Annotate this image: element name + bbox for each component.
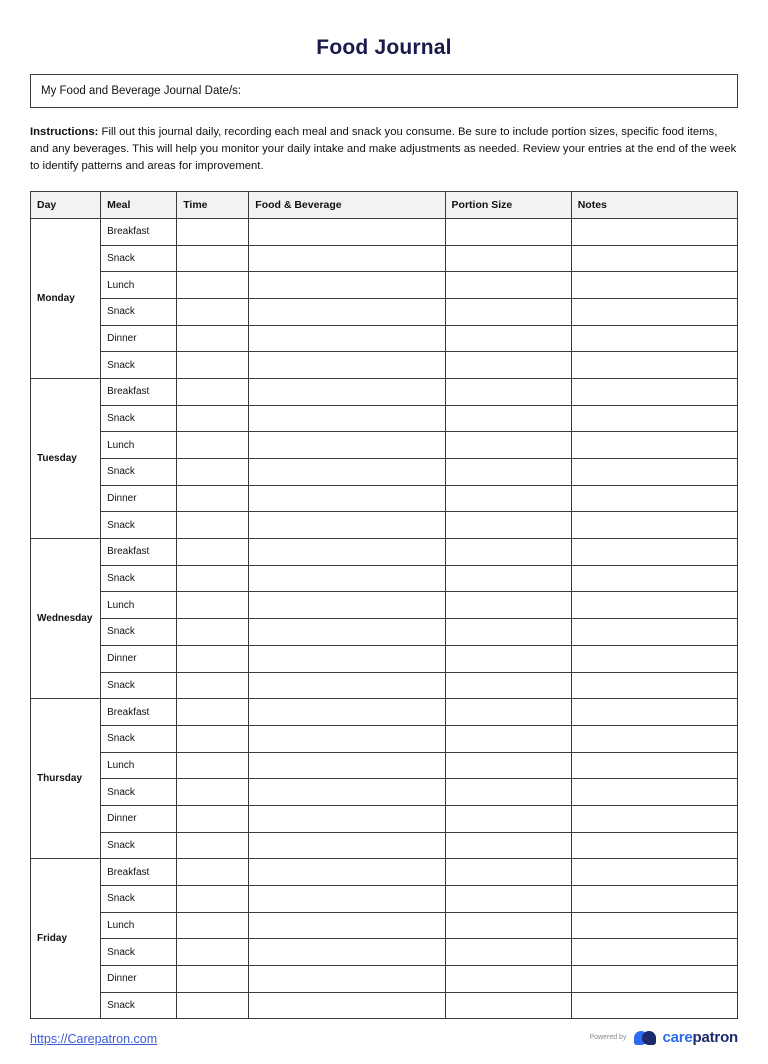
portion-size-cell[interactable] bbox=[445, 325, 571, 352]
portion-size-cell[interactable] bbox=[445, 432, 571, 459]
time-cell[interactable] bbox=[177, 592, 249, 619]
portion-size-cell[interactable] bbox=[445, 886, 571, 913]
notes-cell[interactable] bbox=[571, 752, 737, 779]
time-cell[interactable] bbox=[177, 859, 249, 886]
notes-cell[interactable] bbox=[571, 886, 737, 913]
day-cell: Wednesday bbox=[31, 539, 101, 699]
notes-cell[interactable] bbox=[571, 245, 737, 272]
brand-name-prefix: care bbox=[662, 1029, 693, 1046]
portion-size-cell[interactable] bbox=[445, 512, 571, 539]
food-beverage-cell[interactable] bbox=[249, 218, 445, 245]
portion-size-cell[interactable] bbox=[445, 405, 571, 432]
notes-cell[interactable] bbox=[571, 699, 737, 726]
column-header-portion-size: Portion Size bbox=[445, 191, 571, 218]
table-body bbox=[31, 218, 738, 1019]
food-beverage-cell[interactable] bbox=[249, 432, 445, 459]
notes-cell[interactable] bbox=[571, 672, 737, 699]
table-row bbox=[31, 298, 738, 325]
portion-size-cell[interactable] bbox=[445, 245, 571, 272]
food-beverage-cell[interactable] bbox=[249, 645, 445, 672]
food-beverage-cell[interactable] bbox=[249, 939, 445, 966]
notes-cell[interactable] bbox=[571, 619, 737, 646]
notes-cell[interactable] bbox=[571, 512, 737, 539]
table-row bbox=[31, 832, 738, 859]
time-cell[interactable] bbox=[177, 352, 249, 379]
meal-cell: Snack bbox=[101, 779, 177, 806]
table-row bbox=[31, 912, 738, 939]
notes-cell[interactable] bbox=[571, 325, 737, 352]
food-beverage-cell[interactable] bbox=[249, 352, 445, 379]
portion-size-cell[interactable] bbox=[445, 459, 571, 486]
notes-cell[interactable] bbox=[571, 405, 737, 432]
time-cell[interactable] bbox=[177, 886, 249, 913]
meal-cell: Snack bbox=[101, 405, 177, 432]
food-beverage-cell[interactable] bbox=[249, 752, 445, 779]
time-cell[interactable] bbox=[177, 459, 249, 486]
meal-cell: Lunch bbox=[101, 272, 177, 299]
food-beverage-cell[interactable] bbox=[249, 245, 445, 272]
meal-cell: Snack bbox=[101, 832, 177, 859]
food-beverage-cell[interactable] bbox=[249, 912, 445, 939]
notes-cell[interactable] bbox=[571, 218, 737, 245]
time-cell[interactable] bbox=[177, 645, 249, 672]
time-cell[interactable] bbox=[177, 485, 249, 512]
time-cell[interactable] bbox=[177, 539, 249, 566]
food-beverage-cell[interactable] bbox=[249, 725, 445, 752]
notes-cell[interactable] bbox=[571, 912, 737, 939]
meal-cell: Dinner bbox=[101, 805, 177, 832]
meal-cell: Breakfast bbox=[101, 699, 177, 726]
footer bbox=[30, 1029, 738, 1046]
day-cell: Tuesday bbox=[31, 378, 101, 538]
portion-size-cell[interactable] bbox=[445, 272, 571, 299]
table-row bbox=[31, 245, 738, 272]
brand-name bbox=[662, 1029, 738, 1046]
food-beverage-cell[interactable] bbox=[249, 539, 445, 566]
column-header-time: Time bbox=[177, 191, 249, 218]
food-beverage-cell[interactable] bbox=[249, 699, 445, 726]
meal-cell: Snack bbox=[101, 992, 177, 1019]
meal-cell: Snack bbox=[101, 672, 177, 699]
table-row bbox=[31, 619, 738, 646]
journal-date-label: My Food and Beverage Journal Date/s: bbox=[41, 85, 242, 97]
column-header-day: Day bbox=[31, 191, 101, 218]
notes-cell[interactable] bbox=[571, 725, 737, 752]
food-beverage-cell[interactable] bbox=[249, 592, 445, 619]
meal-cell: Breakfast bbox=[101, 378, 177, 405]
portion-size-cell[interactable] bbox=[445, 752, 571, 779]
meal-cell: Snack bbox=[101, 565, 177, 592]
food-beverage-cell[interactable] bbox=[249, 298, 445, 325]
time-cell[interactable] bbox=[177, 218, 249, 245]
time-cell[interactable] bbox=[177, 805, 249, 832]
table-row bbox=[31, 325, 738, 352]
time-cell[interactable] bbox=[177, 992, 249, 1019]
meal-cell: Dinner bbox=[101, 966, 177, 993]
table-row bbox=[31, 272, 738, 299]
brand-name-suffix: patron bbox=[692, 1029, 738, 1046]
table-row bbox=[31, 886, 738, 913]
time-cell[interactable] bbox=[177, 699, 249, 726]
table-row bbox=[31, 485, 738, 512]
table-row bbox=[31, 752, 738, 779]
meal-cell: Dinner bbox=[101, 645, 177, 672]
brand-lockup bbox=[589, 1029, 738, 1046]
food-beverage-cell[interactable] bbox=[249, 966, 445, 993]
portion-size-cell[interactable] bbox=[445, 939, 571, 966]
meal-cell: Lunch bbox=[101, 752, 177, 779]
day-cell: Monday bbox=[31, 218, 101, 378]
time-cell[interactable] bbox=[177, 779, 249, 806]
notes-cell[interactable] bbox=[571, 352, 737, 379]
table-row bbox=[31, 966, 738, 993]
notes-cell[interactable] bbox=[571, 939, 737, 966]
meal-cell: Snack bbox=[101, 725, 177, 752]
carepatron-logo-icon bbox=[634, 1030, 656, 1046]
table-header-row bbox=[31, 191, 738, 218]
meal-cell: Breakfast bbox=[101, 218, 177, 245]
time-cell[interactable] bbox=[177, 325, 249, 352]
food-journal-table bbox=[30, 191, 738, 1020]
table-row bbox=[31, 378, 738, 405]
time-cell[interactable] bbox=[177, 672, 249, 699]
table-row bbox=[31, 405, 738, 432]
table-row bbox=[31, 672, 738, 699]
time-cell[interactable] bbox=[177, 272, 249, 299]
food-beverage-cell[interactable] bbox=[249, 832, 445, 859]
food-beverage-cell[interactable] bbox=[249, 779, 445, 806]
food-beverage-cell[interactable] bbox=[249, 485, 445, 512]
notes-cell[interactable] bbox=[571, 378, 737, 405]
food-beverage-cell[interactable] bbox=[249, 565, 445, 592]
portion-size-cell[interactable] bbox=[445, 485, 571, 512]
portion-size-cell[interactable] bbox=[445, 378, 571, 405]
meal-cell: Dinner bbox=[101, 485, 177, 512]
table-row bbox=[31, 512, 738, 539]
notes-cell[interactable] bbox=[571, 485, 737, 512]
food-beverage-cell[interactable] bbox=[249, 886, 445, 913]
meal-cell: Snack bbox=[101, 939, 177, 966]
meal-cell: Snack bbox=[101, 352, 177, 379]
food-beverage-cell[interactable] bbox=[249, 859, 445, 886]
portion-size-cell[interactable] bbox=[445, 592, 571, 619]
time-cell[interactable] bbox=[177, 725, 249, 752]
meal-cell: Breakfast bbox=[101, 859, 177, 886]
meal-cell: Dinner bbox=[101, 325, 177, 352]
carepatron-link[interactable]: https://Carepatron.com bbox=[30, 1032, 158, 1046]
meal-cell: Snack bbox=[101, 298, 177, 325]
food-beverage-cell[interactable] bbox=[249, 619, 445, 646]
time-cell[interactable] bbox=[177, 832, 249, 859]
table-row bbox=[31, 432, 738, 459]
time-cell[interactable] bbox=[177, 966, 249, 993]
food-beverage-cell[interactable] bbox=[249, 672, 445, 699]
portion-size-cell[interactable] bbox=[445, 565, 571, 592]
food-beverage-cell[interactable] bbox=[249, 325, 445, 352]
meal-cell: Lunch bbox=[101, 592, 177, 619]
meal-cell: Snack bbox=[101, 245, 177, 272]
notes-cell[interactable] bbox=[571, 805, 737, 832]
column-header-notes: Notes bbox=[571, 191, 737, 218]
time-cell[interactable] bbox=[177, 378, 249, 405]
food-beverage-cell[interactable] bbox=[249, 805, 445, 832]
portion-size-cell[interactable] bbox=[445, 859, 571, 886]
food-beverage-cell[interactable] bbox=[249, 405, 445, 432]
time-cell[interactable] bbox=[177, 405, 249, 432]
table-row bbox=[31, 699, 738, 726]
instructions-label: Instructions: bbox=[30, 126, 99, 138]
food-beverage-cell[interactable] bbox=[249, 378, 445, 405]
table-row bbox=[31, 645, 738, 672]
table-row bbox=[31, 859, 738, 886]
food-beverage-cell[interactable] bbox=[249, 512, 445, 539]
meal-cell: Snack bbox=[101, 512, 177, 539]
notes-cell[interactable] bbox=[571, 966, 737, 993]
time-cell[interactable] bbox=[177, 752, 249, 779]
portion-size-cell[interactable] bbox=[445, 725, 571, 752]
meal-cell: Snack bbox=[101, 619, 177, 646]
column-header-meal: Meal bbox=[101, 191, 177, 218]
table-row bbox=[31, 779, 738, 806]
table-row bbox=[31, 805, 738, 832]
time-cell[interactable] bbox=[177, 432, 249, 459]
notes-cell[interactable] bbox=[571, 565, 737, 592]
table-row bbox=[31, 539, 738, 566]
notes-cell[interactable] bbox=[571, 832, 737, 859]
portion-size-cell[interactable] bbox=[445, 352, 571, 379]
meal-cell: Lunch bbox=[101, 432, 177, 459]
portion-size-cell[interactable] bbox=[445, 779, 571, 806]
portion-size-cell[interactable] bbox=[445, 672, 571, 699]
time-cell[interactable] bbox=[177, 912, 249, 939]
portion-size-cell[interactable] bbox=[445, 992, 571, 1019]
portion-size-cell[interactable] bbox=[445, 218, 571, 245]
notes-cell[interactable] bbox=[571, 592, 737, 619]
table-row bbox=[31, 992, 738, 1019]
table-header bbox=[31, 191, 738, 218]
time-cell[interactable] bbox=[177, 245, 249, 272]
food-beverage-cell[interactable] bbox=[249, 272, 445, 299]
portion-size-cell[interactable] bbox=[445, 298, 571, 325]
meal-cell: Breakfast bbox=[101, 539, 177, 566]
time-cell[interactable] bbox=[177, 512, 249, 539]
portion-size-cell[interactable] bbox=[445, 539, 571, 566]
time-cell[interactable] bbox=[177, 939, 249, 966]
table-row bbox=[31, 352, 738, 379]
portion-size-cell[interactable] bbox=[445, 699, 571, 726]
notes-cell[interactable] bbox=[571, 459, 737, 486]
notes-cell[interactable] bbox=[571, 432, 737, 459]
portion-size-cell[interactable] bbox=[445, 619, 571, 646]
table-row bbox=[31, 725, 738, 752]
portion-size-cell[interactable] bbox=[445, 645, 571, 672]
meal-cell: Lunch bbox=[101, 912, 177, 939]
notes-cell[interactable] bbox=[571, 779, 737, 806]
notes-cell[interactable] bbox=[571, 539, 737, 566]
instructions-text: Fill out this journal daily, recording each meal and snack you consume. Be sure to include portion sizes, specific food items, and any beverages. This will help you monitor your daily intake and make adjustments as needed. Review your entries at the end of the week to identify patterns and areas for improvement. bbox=[30, 126, 737, 172]
column-header-food-beverage: Food & Beverage bbox=[249, 191, 445, 218]
notes-cell[interactable] bbox=[571, 272, 737, 299]
time-cell[interactable] bbox=[177, 619, 249, 646]
journal-date-field[interactable] bbox=[30, 74, 738, 108]
time-cell[interactable] bbox=[177, 565, 249, 592]
portion-size-cell[interactable] bbox=[445, 966, 571, 993]
portion-size-cell[interactable] bbox=[445, 805, 571, 832]
instructions-paragraph bbox=[30, 124, 738, 175]
powered-by-label: Powered by bbox=[589, 1034, 627, 1041]
table-row bbox=[31, 459, 738, 486]
meal-cell: Snack bbox=[101, 886, 177, 913]
day-cell: Thursday bbox=[31, 699, 101, 859]
table-row bbox=[31, 939, 738, 966]
notes-cell[interactable] bbox=[571, 859, 737, 886]
time-cell[interactable] bbox=[177, 298, 249, 325]
notes-cell[interactable] bbox=[571, 645, 737, 672]
table-row bbox=[31, 565, 738, 592]
notes-cell[interactable] bbox=[571, 298, 737, 325]
portion-size-cell[interactable] bbox=[445, 832, 571, 859]
table-row bbox=[31, 218, 738, 245]
meal-cell: Snack bbox=[101, 459, 177, 486]
food-beverage-cell[interactable] bbox=[249, 459, 445, 486]
day-cell: Friday bbox=[31, 859, 101, 1019]
page-title: Food Journal bbox=[316, 36, 452, 59]
portion-size-cell[interactable] bbox=[445, 912, 571, 939]
notes-cell[interactable] bbox=[571, 992, 737, 1019]
table-row bbox=[31, 592, 738, 619]
food-beverage-cell[interactable] bbox=[249, 992, 445, 1019]
